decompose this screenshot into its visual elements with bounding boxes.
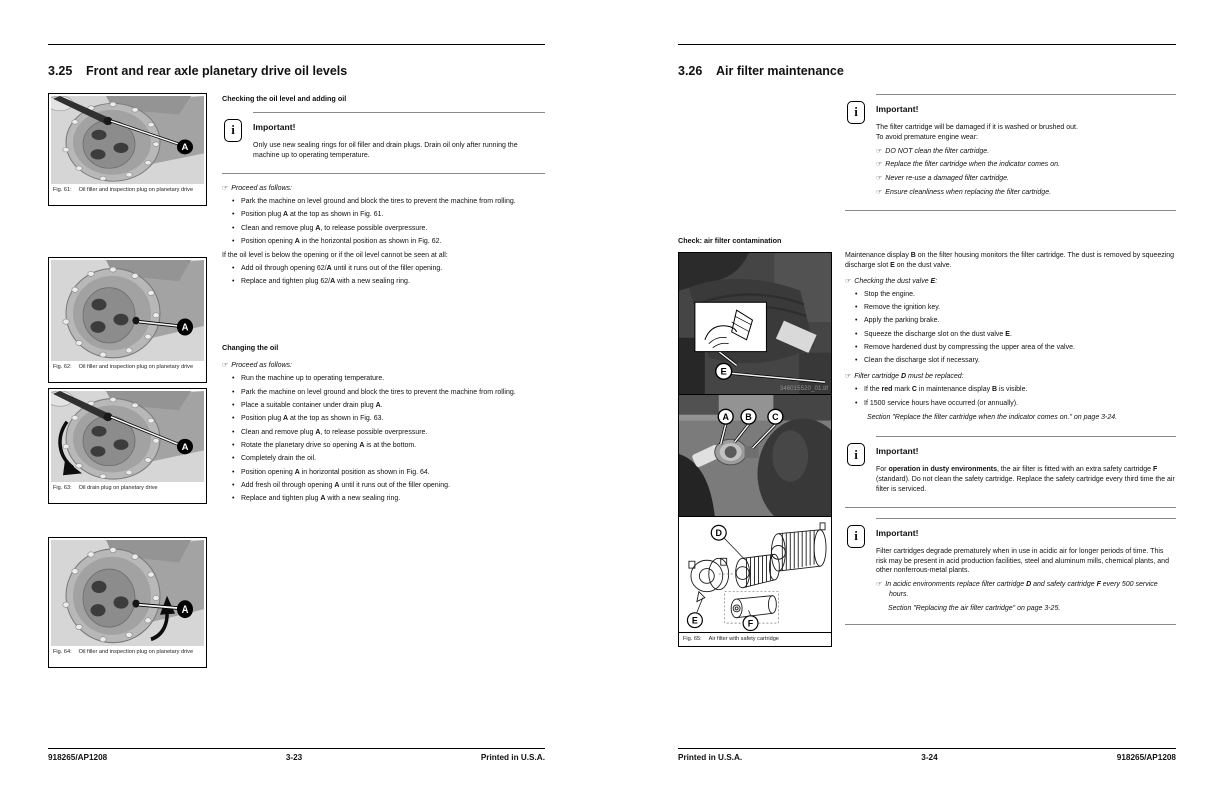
pointing-hand-icon: ☞ xyxy=(876,581,883,589)
important-box-filter xyxy=(845,94,1176,211)
dust-valve-steps-list xyxy=(855,290,1176,366)
pointer-instruction: ☞ DO NOT clean the filter cartridge. xyxy=(876,147,990,155)
step-item: • If 1500 service hours have occurred (or annually). xyxy=(855,399,1176,409)
callout-b-label: B xyxy=(745,412,752,422)
page-right xyxy=(678,0,1176,792)
footer-divider xyxy=(48,748,545,749)
step-item: • If the red mark C in maintenance display B is visible. xyxy=(855,385,1176,395)
condition-steps-list xyxy=(232,264,545,287)
oil-level-condition: If the oil level is below the opening or if the oil level cannot be seen at all: xyxy=(222,251,448,259)
step-item: • Park the machine on level ground and block the tires to prevent the machine from rolling. xyxy=(232,388,545,398)
callout-f-label: F xyxy=(747,618,754,629)
footer-page-number: 3-23 xyxy=(285,753,303,762)
changing-oil-heading: Changing the oil xyxy=(222,343,279,353)
important-line: The filter cartridge will be damaged if it is washed or brushed out. xyxy=(876,124,1078,132)
important-lines xyxy=(876,123,1176,143)
info-icon: i xyxy=(847,525,865,548)
callout-e-label: E xyxy=(720,365,727,377)
section-title-left xyxy=(48,64,545,78)
top-divider xyxy=(678,44,1176,45)
step-item: • Completely drain the oil. xyxy=(232,454,545,464)
important-title: Important! xyxy=(876,527,919,538)
fig62-caption: Fig. 62: Oil filler and inspection plug on planetary drive xyxy=(53,364,194,370)
left-text-column xyxy=(222,92,545,508)
info-icon: i xyxy=(847,443,865,466)
footer-right-page xyxy=(678,753,1176,762)
important-line: To avoid premature engine wear: xyxy=(876,133,978,141)
air-filter-housing-photo xyxy=(679,253,831,395)
step-item: • Rotate the planetary drive so opening A is at the bottom. xyxy=(232,441,545,451)
photo-watermark: 346015520_01.tif xyxy=(779,385,829,393)
fig64-caption: Fig. 64: Oil filler and inspection plug on planetary drive xyxy=(53,649,194,655)
important-box-oil xyxy=(222,112,545,174)
step-item: • Remove the ignition key. xyxy=(855,303,1176,313)
step-item: • Replace and tighten plug 62/A with a new sealing ring. xyxy=(232,277,545,287)
pointing-hand-icon: ☞ xyxy=(845,277,852,285)
callout-e-label: E xyxy=(691,615,698,626)
checking-dust-valve-label: ☞ Checking the dust valve E: xyxy=(845,277,938,285)
step-item: • Position plug A at the top as shown in Fig. 61. xyxy=(232,210,545,220)
step-item: • Clean the discharge slot if necessary. xyxy=(855,356,1176,366)
figure-63 xyxy=(48,388,207,504)
footer-doc-number: 918265/AP1208 xyxy=(48,753,108,762)
callout-a-label: A xyxy=(181,441,189,452)
step-item: • Position opening A in horizontal position as shown in Fig. 64. xyxy=(232,468,545,478)
pointing-hand-icon: ☞ xyxy=(845,373,852,381)
info-icon: i xyxy=(847,101,865,124)
important-title: Important! xyxy=(253,122,296,133)
figure-64 xyxy=(48,537,207,668)
step-item: • Stop the engine. xyxy=(855,290,1176,300)
section-number: 3.25 xyxy=(48,64,73,78)
pointing-hand-icon: ☞ xyxy=(222,362,229,370)
section-title-text: Air filter maintenance xyxy=(716,64,844,78)
pointer-instruction: ☞ Ensure cleanliness when replacing the filter cartridge. xyxy=(876,189,1052,197)
cartridge-replace-label: ☞ Filter cartridge D must be replaced: xyxy=(845,373,964,381)
figure-61 xyxy=(48,93,207,206)
footer-doc-number: 918265/AP1208 xyxy=(1116,753,1176,762)
proceed-label: ☞ Proceed as follows: xyxy=(222,184,292,192)
pointing-hand-icon: ☞ xyxy=(876,189,883,197)
fig63-caption: Fig. 63: Oil drain plug on planetary drive xyxy=(53,485,158,491)
pointing-hand-icon: ☞ xyxy=(876,175,883,183)
step-item: • Remove hardened dust by compressing the upper area of the valve. xyxy=(855,343,1176,353)
callout-c-label: C xyxy=(772,412,779,422)
footer-divider xyxy=(678,748,1176,749)
step-item: • Run the machine up to operating temperature. xyxy=(232,374,545,384)
step-item: • Position opening A in the horizontal position as shown in Fig. 62. xyxy=(232,237,545,247)
check-contamination-heading: Check: air filter contamination xyxy=(678,236,782,245)
step-item: • Add fresh oil through opening A until it runs out of the filler opening. xyxy=(232,481,545,491)
fig65-caption: Fig. 65: Air filter with safety cartridge xyxy=(683,636,779,642)
footer-page-number: 3-24 xyxy=(921,753,938,762)
fig62-photo xyxy=(51,260,204,361)
proceed-label: ☞ Proceed as follows: xyxy=(222,362,292,370)
pointing-hand-icon: ☞ xyxy=(876,147,883,155)
step-item: • Squeeze the discharge slot on the dust valve E. xyxy=(855,330,1176,340)
step-item: • Place a suitable container under drain plug A. xyxy=(232,401,545,411)
step-item: • Replace and tighten plug A with a new sealing ring. xyxy=(232,494,545,504)
pointer-instruction: ☞ Never re-use a damaged filter cartridge. xyxy=(876,175,1010,183)
info-icon: i xyxy=(224,119,242,142)
figure-62 xyxy=(48,257,207,383)
section-reference: Section "Replacing the air filter cartridge" on page 3-25. xyxy=(888,604,1061,612)
important-box-acidic xyxy=(845,518,1176,625)
pointing-hand-icon: ☞ xyxy=(222,184,229,192)
step-item: • Park the machine on level ground and block the tires to prevent the machine from rolling. xyxy=(232,197,545,207)
footer-printed: Printed in U.S.A. xyxy=(678,753,743,762)
step-item: • Clean and remove plug A, to release possible overpressure. xyxy=(232,428,545,438)
checking-steps-list xyxy=(232,197,545,247)
callout-a-label: A xyxy=(181,604,189,617)
important-pointers xyxy=(876,147,1176,198)
figure-65 xyxy=(678,252,832,647)
acidic-pointer: ☞ In acidic environments replace filter cartridge D and safety cartridge F every 500 service hours. xyxy=(876,581,1158,598)
callout-a-label: A xyxy=(181,322,189,334)
important-title: Important! xyxy=(876,446,919,457)
pointing-hand-icon: ☞ xyxy=(876,161,883,169)
callout-a-label: A xyxy=(181,142,189,153)
important-title: Important! xyxy=(876,104,919,114)
fig61-caption: Fig. 61: Oil filler and inspection plug on planetary drive xyxy=(53,187,194,193)
changing-steps-list xyxy=(232,374,545,503)
callout-a-label: A xyxy=(722,412,729,422)
important-text: For operation in dusty environments, the air filter is fitted with an extra safety cartridge F (standard). Do not clean the safety cartridge. Replace the safety cartridge every third time the air filter is serviced. xyxy=(876,466,1175,493)
top-divider xyxy=(48,44,545,45)
callout-d-label: D xyxy=(715,528,722,539)
maintenance-intro: Maintenance display B on the filter housing monitors the filter cartridge. The dust is removed by squeezing discharge slot E on the dust valve. xyxy=(845,252,1175,269)
important-box-dusty xyxy=(845,436,1176,507)
section-reference: Section "Replace the filter cartridge when the indicator comes on." on page 3-24. xyxy=(867,413,1118,421)
maintenance-display-photo xyxy=(679,395,831,517)
page-left xyxy=(48,0,545,792)
fig63-photo xyxy=(51,391,204,482)
section-title-right xyxy=(678,64,1176,78)
pointer-instruction: ☞ Replace the filter cartridge when the indicator comes on. xyxy=(876,161,1060,169)
step-item: • Add oil through opening 62/A until it runs out of the filler opening. xyxy=(232,264,545,274)
air-filter-diagram xyxy=(679,517,831,633)
section-title-text: Front and rear axle planetary drive oil levels xyxy=(86,64,348,78)
step-item: • Clean and remove plug A, to release possible overpressure. xyxy=(232,224,545,234)
right-text-column xyxy=(845,251,1176,635)
checking-oil-heading: Checking the oil level and adding oil xyxy=(222,94,347,103)
important-text: Only use new sealing rings for oil filler and drain plugs. Drain oil only after running the machine up to operating temperature. xyxy=(253,142,518,159)
fig61-photo xyxy=(51,96,204,184)
footer-printed: Printed in U.S.A. xyxy=(480,753,545,762)
section-number: 3.26 xyxy=(678,64,703,78)
fig64-photo xyxy=(51,540,204,646)
footer-left-page xyxy=(48,753,545,762)
step-item: • Apply the parking brake. xyxy=(855,316,1176,326)
cartridge-replace-steps-list xyxy=(855,385,1176,408)
step-item: • Position plug A at the top as shown in Fig. 63. xyxy=(232,414,545,424)
right-important-column xyxy=(845,90,1176,221)
important-text: Filter cartridges degrade prematurely when in use in acidic air for longer periods of time. This risk may be present in acid production facilities, steel and aluminum mills, chemical plants, and other nonferrous-metal plants. xyxy=(876,547,1169,575)
